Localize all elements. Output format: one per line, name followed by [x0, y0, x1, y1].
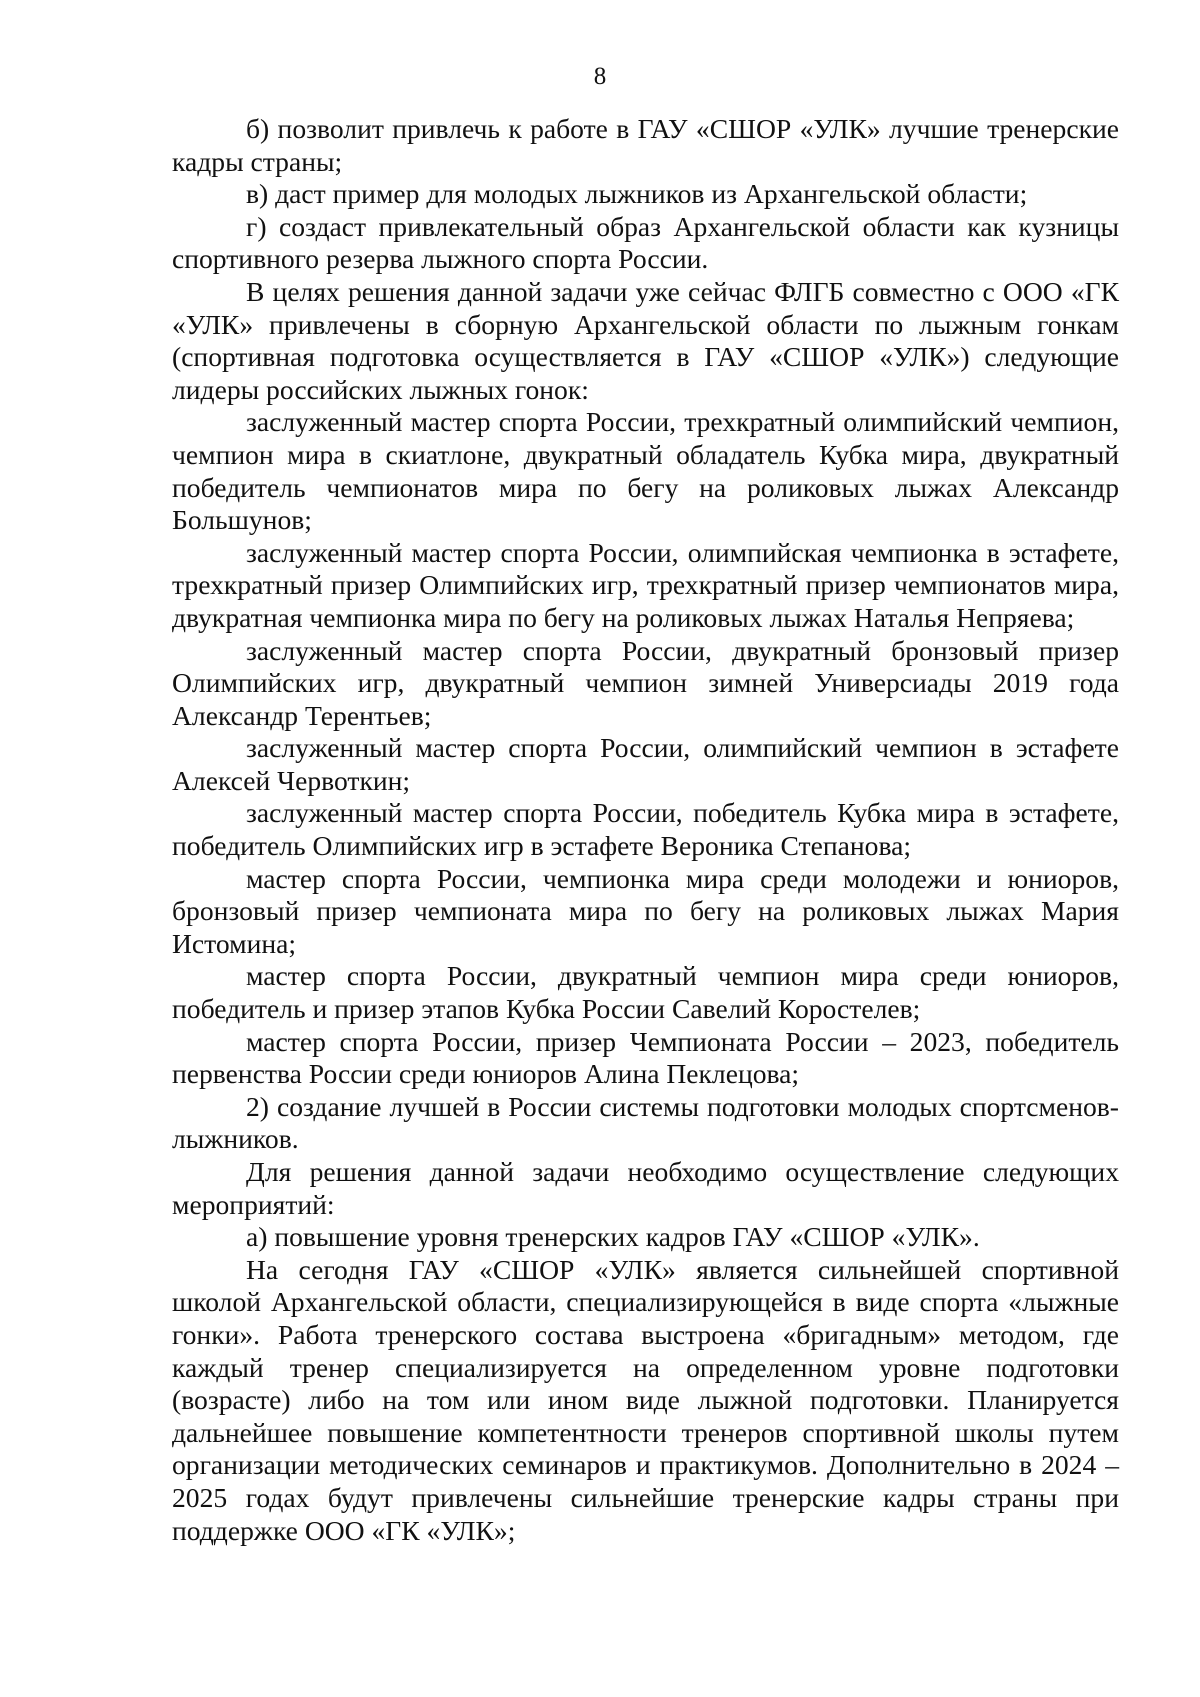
paragraph: заслуженный мастер спорта России, олимпийский чемпион в эстафете Алексей Червоткин;	[172, 732, 1119, 796]
paragraph: В целях решения данной задачи уже сейчас ФЛГБ совместно с ООО «ГК «УЛК» привлечены в сборную Архангельской области по лыжным гонкам (спортивная подготовка осуществляется в ГАУ «СШОР «УЛК») следующие лидеры российских лыжных гонок:	[172, 275, 1119, 405]
paragraph: На сегодня ГАУ «СШОР «УЛК» является сильнейшей спортивной школой Архангельской области, специализирующейся в виде спорта «лыжные гонки». Работа тренерского состава выстроена «бригадным» методом, где каждый тренер специализируется на определенном уровне подготовки (возрасте) либо на том или ином виде лыжной подготовки. Планируется дальнейшее повышение компетентности тренеров спортивной школы путем организации методических семинаров и практикумов. Дополнительно в 2024 – 2025 годах будут привлечены сильнейшие тренерские кадры страны при поддержке ООО «ГК «УЛК»;	[172, 1253, 1119, 1546]
paragraph: заслуженный мастер спорта России, трехкратный олимпийский чемпион, чемпион мира в скиатлоне, двукратный обладатель Кубка мира, двукратный победитель чемпионатов мира по бегу на роликовых лыжах Александр Большунов;	[172, 406, 1119, 536]
document-body	[172, 113, 1119, 1547]
page-number: 8	[593, 63, 607, 90]
paragraph: заслуженный мастер спорта России, олимпийская чемпионка в эстафете, трехкратный призер Олимпийских игр, трехкратный призер чемпионатов мира, двукратная чемпионка мира по бегу на роликовых лыжах Наталья Непряева;	[172, 536, 1119, 633]
paragraph: заслуженный мастер спорта России, победитель Кубка мира в эстафете, победитель Олимпийских игр в эстафете Вероника Степанова;	[172, 797, 1119, 862]
paragraph: заслуженный мастер спорта России, двукратный бронзовый призер Олимпийских игр, двукратный чемпион зимней Универсиады 2019 года Александр Терентьев;	[172, 634, 1119, 731]
paragraph: 2) создание лучшей в России системы подготовки молодых спортсменов-лыжников.	[172, 1090, 1119, 1155]
paragraph: в) даст пример для молодых лыжников из Архангельской области;	[246, 178, 1028, 210]
paragraph: г) создаст привлекательный образ Архангельской области как кузницы спортивного резерва лыжного спорта России.	[172, 210, 1119, 275]
paragraph: б) позволит привлечь к работе в ГАУ «СШОР «УЛК» лучшие тренерские кадры страны;	[172, 113, 1119, 177]
paragraph: Для решения данной задачи необходимо осуществление следующих мероприятий:	[172, 1156, 1119, 1220]
paragraph: а) повышение уровня тренерских кадров ГАУ «СШОР «УЛК».	[246, 1221, 980, 1253]
paragraph: мастер спорта России, чемпионка мира среди молодежи и юниоров, бронзовый призер чемпионата мира по бегу на роликовых лыжах Мария Истомина;	[172, 862, 1119, 959]
paragraph: мастер спорта России, призер Чемпионата России – 2023, победитель первенства России среди юниоров Алина Пеклецова;	[172, 1025, 1119, 1090]
paragraph: мастер спорта России, двукратный чемпион мира среди юниоров, победитель и призер этапов Кубка России Савелий Коростелев;	[172, 960, 1119, 1025]
